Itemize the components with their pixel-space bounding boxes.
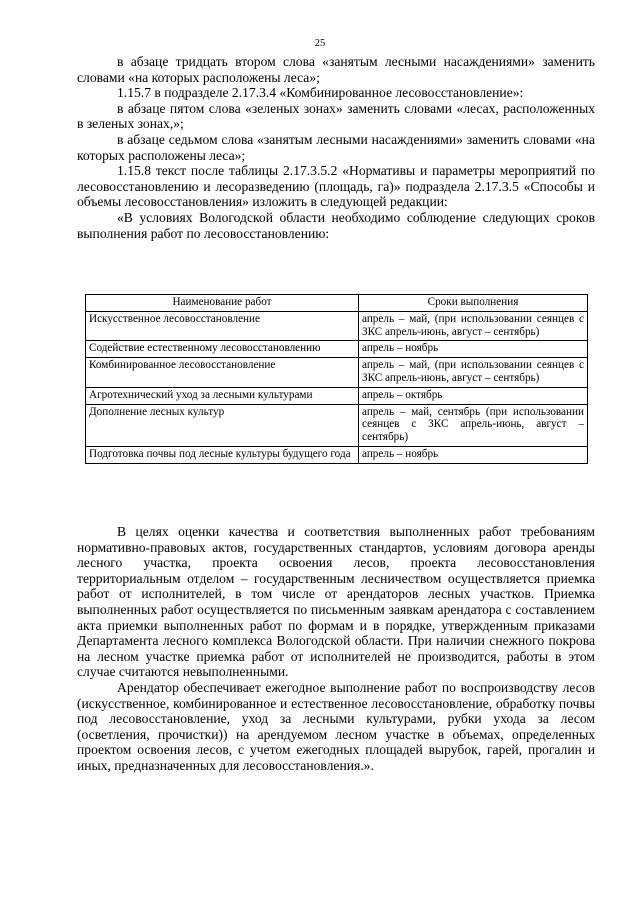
deadline-cell: апрель – май, (при использовании сеянцев с ЗКС апрель-июнь, август – сентябрь)	[359, 311, 588, 341]
deadline-cell: апрель – май, сентябрь (при использовании сеянцев с ЗКС апрель-июнь, август – сентябрь)	[359, 404, 588, 446]
work-name-cell: Комбинированное лесовосстановление	[86, 358, 359, 388]
work-name-cell: Дополнение лесных культур	[86, 404, 359, 446]
work-schedule-table	[85, 294, 588, 464]
table-header-row	[86, 295, 588, 312]
table-row	[86, 446, 588, 463]
work-name-cell: Подготовка почвы под лесные культуры будущего года	[86, 446, 359, 463]
paragraph: «В условиях Вологодской области необходимо соблюдение следующих сроков выполнения работ по лесовосстановлению:	[77, 209, 595, 241]
work-name-cell: Искусственное лесовосстановление	[86, 311, 359, 341]
paragraph: в абзаце седьмом слова «занятым лесными насаждениями» заменить словами «на которых расположены леса»;	[77, 131, 595, 163]
column-header-deadline: Сроки выполнения	[359, 295, 588, 312]
work-name-cell: Агротехнический уход за лесными культурами	[86, 387, 359, 404]
table-row	[86, 341, 588, 358]
column-header-work: Наименование работ	[86, 295, 359, 312]
page-number: 25	[314, 38, 326, 49]
amendment-text	[77, 54, 595, 241]
paragraph: 1.15.7 в подразделе 2.17.3.4 «Комбинированное лесовосстановление»:	[117, 85, 524, 101]
paragraph: в абзаце пятом слова «зеленых зонах» заменить словами «лесах, расположенных в зеленых зонах,»;	[77, 100, 595, 132]
table-row	[86, 404, 588, 446]
table-row	[86, 387, 588, 404]
acceptance-text	[77, 524, 595, 774]
work-name-cell: Содействие естественному лесовосстановлению	[86, 341, 359, 358]
deadline-cell: апрель – ноябрь	[359, 341, 588, 358]
deadline-cell: апрель – май, (при использовании сеянцев с ЗКС апрель-июнь, август – сентябрь)	[359, 358, 588, 388]
paragraph: Арендатор обеспечивает ежегодное выполнение работ по воспроизводству лесов (искусственное, комбинированное и естественное лесовосстановление, обработку почвы под лесовосстановление, уход за лесными культурами, рубки ухода за лесом (осветления, прочистки)) на арендуемом лесном участке в объемах, определенных проектом освоения лесов, с учетом ежегодных площадей вырубок, гарей, прогалин и иных, предназначенных для лесовосстановления.».	[77, 679, 595, 773]
table-row	[86, 311, 588, 341]
table-row	[86, 358, 588, 388]
paragraph: В целях оценки качества и соответствия выполненных работ требованиям нормативно-правовых актов, государственных стандартов, условиям договора аренды лесного участка, проекта освоения лесов, проекта лесовосстановления территориальным отделом – государственным лесничеством осуществляется приемка работ от исполнителей, в том числе от арендаторов лесных участков. Приемка выполненных работ осуществляется по письменным заявкам арендатора с составлением акта приемки выполненных работ по формам и в порядке, утвержденным приказами Департамента лесного комплекса Вологодской области. При наличии снежного покрова на лесном участке приемка работ от исполнителей не производится, работы в этом случае считаются невыполненными.	[77, 524, 595, 680]
paragraph: в абзаце тридцать втором слова «занятым лесными насаждениями» заменить словами «на которых расположены леса»;	[77, 54, 595, 85]
deadline-cell: апрель – октябрь	[359, 387, 588, 404]
deadline-cell: апрель – ноябрь	[359, 446, 588, 463]
paragraph: 1.15.8 текст после таблицы 2.17.3.5.2 «Нормативы и параметры мероприятий по лесовосстановлению и лесоразведению (площадь, га)» подраздела 2.17.3.5 «Способы и объемы лесовосстановления» изложить в следующей редакции:	[77, 163, 595, 210]
